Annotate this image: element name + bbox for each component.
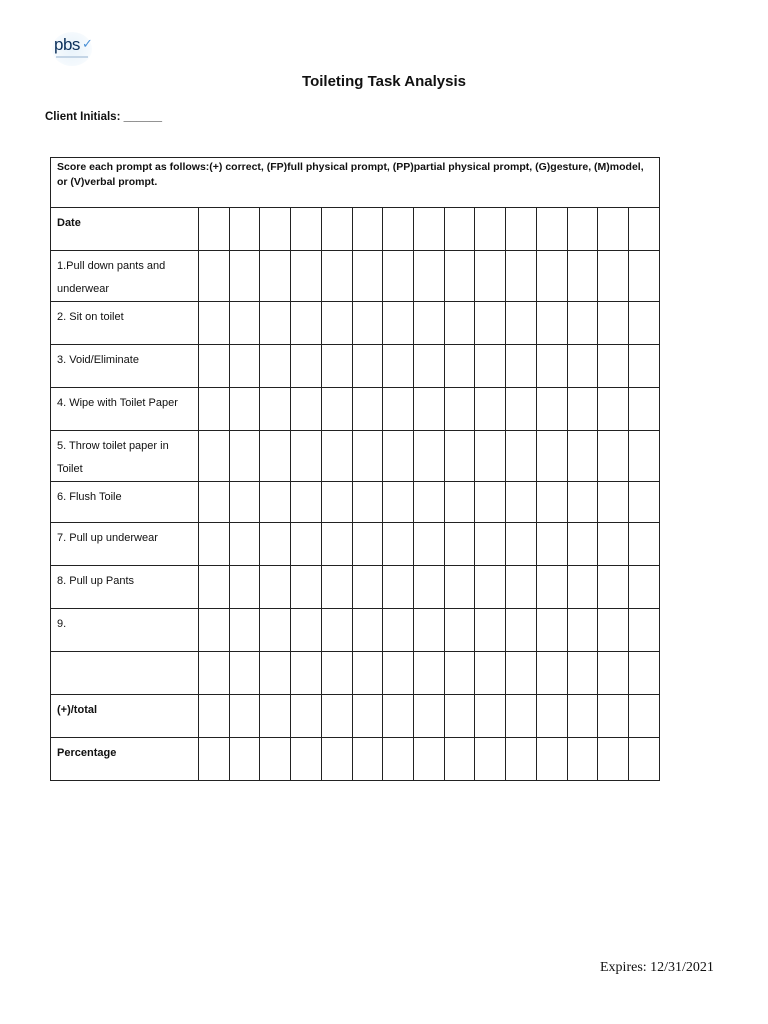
checkmark-icon: ✓ — [82, 36, 93, 51]
score-cell[interactable] — [352, 345, 383, 388]
score-cell[interactable] — [291, 431, 322, 482]
score-cell[interactable] — [598, 208, 629, 251]
score-cell[interactable] — [291, 345, 322, 388]
score-cell[interactable] — [506, 695, 537, 738]
score-cell[interactable] — [199, 695, 230, 738]
score-cell[interactable] — [414, 302, 445, 345]
score-cell[interactable] — [598, 388, 629, 431]
expiration-date: Expires: 12/31/2021 — [600, 960, 714, 975]
task-label — [51, 652, 199, 695]
score-cell[interactable] — [567, 388, 598, 431]
score-cell[interactable] — [383, 652, 414, 695]
page-title: Toileting Task Analysis — [302, 73, 466, 90]
score-cell[interactable] — [629, 652, 660, 695]
score-cell[interactable] — [229, 482, 260, 523]
score-cell[interactable] — [383, 695, 414, 738]
score-cell[interactable] — [414, 345, 445, 388]
score-cell[interactable] — [199, 523, 230, 566]
score-cell[interactable] — [506, 738, 537, 781]
score-cell[interactable] — [414, 482, 445, 523]
score-cell[interactable] — [321, 609, 352, 652]
score-cell[interactable] — [475, 345, 506, 388]
score-cell[interactable] — [383, 345, 414, 388]
instructions-row — [51, 158, 660, 208]
score-cell[interactable] — [321, 566, 352, 609]
score-cell[interactable] — [414, 566, 445, 609]
score-cell[interactable] — [260, 652, 291, 695]
score-cell[interactable] — [383, 251, 414, 302]
score-cell[interactable] — [383, 738, 414, 781]
score-cell[interactable] — [291, 388, 322, 431]
score-cell[interactable] — [567, 251, 598, 302]
score-cell[interactable] — [199, 302, 230, 345]
task-label: Date — [51, 208, 199, 251]
score-cell[interactable] — [321, 208, 352, 251]
score-cell[interactable] — [229, 738, 260, 781]
score-cell[interactable] — [352, 523, 383, 566]
score-cell[interactable] — [321, 302, 352, 345]
score-cell[interactable] — [444, 609, 475, 652]
score-cell[interactable] — [536, 431, 567, 482]
score-cell[interactable] — [352, 695, 383, 738]
score-cell[interactable] — [598, 652, 629, 695]
score-cell[interactable] — [567, 208, 598, 251]
task-label: (+)/total — [51, 695, 199, 738]
score-cell[interactable] — [536, 482, 567, 523]
score-cell[interactable] — [598, 431, 629, 482]
score-cell[interactable] — [383, 388, 414, 431]
score-cell[interactable] — [414, 523, 445, 566]
score-cell[interactable] — [475, 251, 506, 302]
score-cell[interactable] — [567, 431, 598, 482]
score-cell[interactable] — [260, 345, 291, 388]
task-label: 5. Throw toilet paper in Toilet — [51, 431, 199, 482]
score-cell[interactable] — [629, 345, 660, 388]
logo-text: pbs — [54, 35, 80, 54]
score-cell[interactable] — [567, 302, 598, 345]
scoring-instructions: Score each prompt as follows:(+) correct, (FP)full physical prompt, (PP)partial physical prompt, (G)gesture, (M)model, or (V)verbal prompt. — [51, 158, 660, 208]
score-cell[interactable] — [536, 695, 567, 738]
score-cell[interactable] — [536, 566, 567, 609]
score-cell[interactable] — [291, 652, 322, 695]
score-cell[interactable] — [414, 609, 445, 652]
task-label: 6. Flush Toile — [51, 482, 199, 523]
logo-underline — [56, 56, 88, 58]
score-cell[interactable] — [629, 482, 660, 523]
task-row — [51, 652, 660, 695]
score-cell[interactable] — [229, 566, 260, 609]
score-cell[interactable] — [352, 652, 383, 695]
score-cell[interactable] — [629, 695, 660, 738]
score-cell[interactable] — [629, 523, 660, 566]
score-cell[interactable] — [291, 302, 322, 345]
score-cell[interactable] — [260, 302, 291, 345]
score-cell[interactable] — [199, 482, 230, 523]
score-cell[interactable] — [506, 482, 537, 523]
score-cell[interactable] — [199, 609, 230, 652]
score-cell[interactable] — [352, 482, 383, 523]
task-row — [51, 208, 660, 251]
score-cell[interactable] — [383, 302, 414, 345]
score-cell[interactable] — [444, 208, 475, 251]
score-cell[interactable] — [199, 208, 230, 251]
score-cell[interactable] — [414, 208, 445, 251]
score-cell[interactable] — [199, 738, 230, 781]
score-cell[interactable] — [291, 251, 322, 302]
score-cell[interactable] — [444, 738, 475, 781]
score-cell[interactable] — [414, 652, 445, 695]
score-cell[interactable] — [260, 482, 291, 523]
score-cell[interactable] — [506, 523, 537, 566]
score-cell[interactable] — [629, 609, 660, 652]
score-cell[interactable] — [598, 738, 629, 781]
score-cell[interactable] — [475, 523, 506, 566]
score-cell[interactable] — [629, 566, 660, 609]
score-cell[interactable] — [567, 652, 598, 695]
score-cell[interactable] — [352, 208, 383, 251]
score-cell[interactable] — [444, 388, 475, 431]
score-cell[interactable] — [321, 388, 352, 431]
score-cell[interactable] — [321, 345, 352, 388]
score-cell[interactable] — [506, 345, 537, 388]
score-cell[interactable] — [321, 523, 352, 566]
score-cell[interactable] — [229, 388, 260, 431]
score-cell[interactable] — [291, 566, 322, 609]
task-label: 9. — [51, 609, 199, 652]
score-cell[interactable] — [229, 609, 260, 652]
score-cell[interactable] — [629, 388, 660, 431]
score-cell[interactable] — [567, 695, 598, 738]
score-cell[interactable] — [383, 523, 414, 566]
score-cell[interactable] — [260, 566, 291, 609]
score-cell[interactable] — [321, 251, 352, 302]
score-cell[interactable] — [260, 523, 291, 566]
score-cell[interactable] — [475, 388, 506, 431]
task-row — [51, 345, 660, 388]
score-cell[interactable] — [229, 523, 260, 566]
score-cell[interactable] — [444, 652, 475, 695]
score-cell[interactable] — [506, 566, 537, 609]
score-cell[interactable] — [321, 431, 352, 482]
task-row — [51, 523, 660, 566]
task-row — [51, 388, 660, 431]
score-cell[interactable] — [260, 208, 291, 251]
task-row — [51, 738, 660, 781]
score-cell[interactable] — [291, 609, 322, 652]
score-cell[interactable] — [475, 652, 506, 695]
score-cell[interactable] — [229, 652, 260, 695]
score-cell[interactable] — [352, 431, 383, 482]
score-cell[interactable] — [229, 208, 260, 251]
score-cell[interactable] — [291, 482, 322, 523]
score-cell[interactable] — [567, 523, 598, 566]
score-cell[interactable] — [536, 208, 567, 251]
score-cell[interactable] — [567, 609, 598, 652]
task-row — [51, 695, 660, 738]
score-cell[interactable] — [260, 251, 291, 302]
score-cell[interactable] — [352, 609, 383, 652]
task-analysis-table — [50, 157, 660, 781]
score-cell[interactable] — [536, 609, 567, 652]
score-cell[interactable] — [229, 302, 260, 345]
score-cell[interactable] — [199, 566, 230, 609]
score-cell[interactable] — [199, 251, 230, 302]
score-cell[interactable] — [506, 388, 537, 431]
score-cell[interactable] — [352, 388, 383, 431]
score-cell[interactable] — [475, 302, 506, 345]
score-cell[interactable] — [291, 695, 322, 738]
score-cell[interactable] — [260, 431, 291, 482]
score-cell[interactable] — [506, 652, 537, 695]
score-cell[interactable] — [321, 695, 352, 738]
score-cell[interactable] — [444, 251, 475, 302]
task-label: 3. Void/Eliminate — [51, 345, 199, 388]
score-cell[interactable] — [506, 302, 537, 345]
score-cell[interactable] — [260, 738, 291, 781]
score-cell[interactable] — [260, 388, 291, 431]
score-cell[interactable] — [536, 738, 567, 781]
score-cell[interactable] — [598, 695, 629, 738]
score-cell[interactable] — [475, 431, 506, 482]
score-cell[interactable] — [291, 208, 322, 251]
score-cell[interactable] — [199, 345, 230, 388]
task-row — [51, 302, 660, 345]
score-cell[interactable] — [506, 208, 537, 251]
task-label: 2. Sit on toilet — [51, 302, 199, 345]
score-cell[interactable] — [567, 738, 598, 781]
score-cell[interactable] — [199, 388, 230, 431]
client-initials-line: Client Initials: ______ — [45, 111, 162, 123]
score-cell[interactable] — [629, 251, 660, 302]
score-cell[interactable] — [506, 251, 537, 302]
score-cell[interactable] — [414, 251, 445, 302]
score-cell[interactable] — [598, 566, 629, 609]
score-cell[interactable] — [475, 738, 506, 781]
score-cell[interactable] — [199, 652, 230, 695]
score-cell[interactable] — [444, 302, 475, 345]
score-cell[interactable] — [536, 302, 567, 345]
score-cell[interactable] — [567, 482, 598, 523]
score-cell[interactable] — [229, 345, 260, 388]
score-cell[interactable] — [352, 738, 383, 781]
score-cell[interactable] — [414, 738, 445, 781]
task-label: 7. Pull up underwear — [51, 523, 199, 566]
score-cell[interactable] — [567, 566, 598, 609]
pbs-logo — [52, 32, 92, 66]
score-cell[interactable] — [444, 695, 475, 738]
score-cell[interactable] — [444, 482, 475, 523]
score-cell[interactable] — [598, 302, 629, 345]
score-cell[interactable] — [629, 738, 660, 781]
score-cell[interactable] — [383, 609, 414, 652]
task-row — [51, 566, 660, 609]
score-cell[interactable] — [475, 566, 506, 609]
task-row — [51, 431, 660, 482]
score-cell[interactable] — [414, 695, 445, 738]
score-cell[interactable] — [475, 208, 506, 251]
score-cell[interactable] — [629, 431, 660, 482]
score-cell[interactable] — [229, 695, 260, 738]
task-label: Percentage — [51, 738, 199, 781]
score-cell[interactable] — [383, 431, 414, 482]
score-cell[interactable] — [598, 523, 629, 566]
score-cell[interactable] — [444, 523, 475, 566]
score-cell[interactable] — [475, 609, 506, 652]
score-cell[interactable] — [506, 431, 537, 482]
score-cell[interactable] — [291, 523, 322, 566]
task-label: 1.Pull down pants and underwear — [51, 251, 199, 302]
score-cell[interactable] — [291, 738, 322, 781]
score-cell[interactable] — [352, 251, 383, 302]
task-row — [51, 609, 660, 652]
score-cell[interactable] — [598, 345, 629, 388]
score-cell[interactable] — [383, 208, 414, 251]
score-cell[interactable] — [199, 431, 230, 482]
score-cell[interactable] — [260, 695, 291, 738]
score-cell[interactable] — [629, 302, 660, 345]
score-cell[interactable] — [383, 566, 414, 609]
score-cell[interactable] — [414, 388, 445, 431]
score-cell[interactable] — [567, 345, 598, 388]
score-cell[interactable] — [598, 609, 629, 652]
score-cell[interactable] — [352, 302, 383, 345]
score-cell[interactable] — [536, 652, 567, 695]
task-label: 8. Pull up Pants — [51, 566, 199, 609]
score-cell[interactable] — [321, 652, 352, 695]
score-cell[interactable] — [383, 482, 414, 523]
score-cell[interactable] — [444, 566, 475, 609]
score-cell[interactable] — [352, 566, 383, 609]
task-row — [51, 482, 660, 523]
score-cell[interactable] — [506, 609, 537, 652]
score-cell[interactable] — [536, 388, 567, 431]
score-cell[interactable] — [629, 208, 660, 251]
score-cell[interactable] — [260, 609, 291, 652]
score-cell[interactable] — [229, 251, 260, 302]
score-cell[interactable] — [598, 482, 629, 523]
score-cell[interactable] — [321, 738, 352, 781]
score-cell[interactable] — [536, 523, 567, 566]
score-cell[interactable] — [321, 482, 352, 523]
score-cell[interactable] — [414, 431, 445, 482]
score-cell[interactable] — [444, 345, 475, 388]
task-label: 4. Wipe with Toilet Paper — [51, 388, 199, 431]
score-cell[interactable] — [229, 431, 260, 482]
score-cell[interactable] — [475, 695, 506, 738]
score-cell[interactable] — [536, 345, 567, 388]
score-cell[interactable] — [598, 251, 629, 302]
score-cell[interactable] — [475, 482, 506, 523]
score-cell[interactable] — [444, 431, 475, 482]
score-cell[interactable] — [536, 251, 567, 302]
task-row — [51, 251, 660, 302]
